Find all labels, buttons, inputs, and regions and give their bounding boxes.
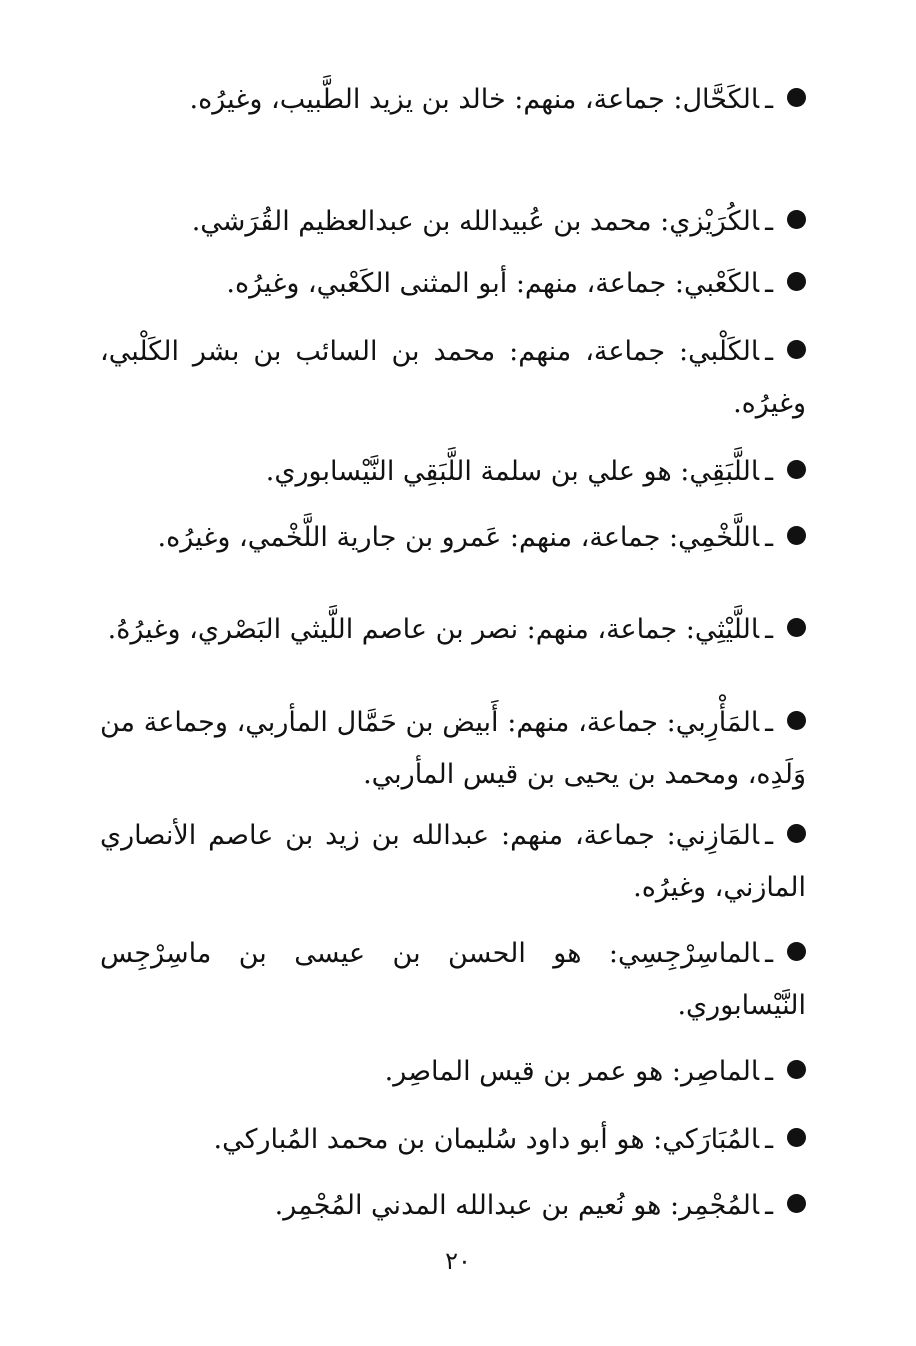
document-page <box>100 0 806 1346</box>
entry-term: اللَّيْثِي <box>694 614 760 645</box>
entry-dash: ـ <box>765 820 773 851</box>
entry-mujmir <box>100 1180 806 1232</box>
entry-term: المَازِني <box>675 820 760 851</box>
entry-text: : جماعة، منهم: أَبيض بن حَمَّال المأربي، وجماعة من وَلَدِه، ومحمد بن يحيى بن قيس المأربي. <box>100 707 806 790</box>
entry-term: الكُرَيْزي <box>669 206 760 237</box>
entry-text: : محمد بن عُبيدالله بن عبدالعظيم القُرَشي. <box>191 206 670 237</box>
bullet-icon <box>787 88 806 107</box>
entry-text: : جماعة، منهم: عَمرو بن جارية اللَّخْمي، وغيرُه. <box>157 522 679 553</box>
bullet-icon <box>787 1128 806 1147</box>
bullet-icon <box>787 1194 806 1213</box>
entry-text: : جماعة، منهم: عبدالله بن زيد بن عاصم الأنصاري المازني، وغيرُه. <box>100 820 806 903</box>
entry-dash: ـ <box>765 84 773 115</box>
entry-term: الماسِرْجِسِي <box>617 938 760 969</box>
entry-text: : جماعة، منهم: خالد بن يزيد الطَّبيب، وغيرُه. <box>189 84 683 115</box>
entry-term: الماصِر <box>680 1056 760 1087</box>
entry-text: : هو أبو داود سُليمان بن محمد المُباركي. <box>213 1124 663 1155</box>
entry-kahhal <box>100 74 806 126</box>
bullet-icon <box>787 942 806 961</box>
entry-dash: ـ <box>765 206 773 237</box>
entry-dash: ـ <box>765 1124 773 1155</box>
entry-text: : هو نُعيم بن عبدالله المدني المُجْمِر. <box>274 1190 680 1221</box>
bullet-icon <box>787 526 806 545</box>
entry-kabi <box>100 258 806 310</box>
page-number: ٢٠ <box>445 1247 471 1275</box>
entry-term: اللَّبَقِي <box>689 456 760 487</box>
entry-dash: ـ <box>765 938 773 969</box>
entry-labaqi <box>100 446 806 498</box>
entry-masirjisi <box>100 928 806 1032</box>
entry-term: الكَعْبي <box>684 268 760 299</box>
entry-term: الكَلْبي <box>688 336 760 367</box>
entry-dash: ـ <box>765 1190 773 1221</box>
entry-mubaraki <box>100 1114 806 1166</box>
entry-dash: ـ <box>765 456 773 487</box>
entry-term: المَأْرِبي <box>675 707 760 738</box>
entry-term: المُبَارَكي <box>662 1124 760 1155</box>
entry-kalbi <box>100 326 806 430</box>
entry-lakhmi <box>100 512 806 564</box>
entry-text: : هو الحسن بن عيسى بن ماسِرْجِس النَّيْسابوري. <box>100 938 806 1021</box>
entry-dash: ـ <box>765 614 773 645</box>
entry-text: : جماعة، منهم: نصر بن عاصم اللَّيثي البَصْري، وغيرُهُ. <box>107 614 695 645</box>
entry-dash: ـ <box>765 522 773 553</box>
bullet-icon <box>787 272 806 291</box>
bullet-icon <box>787 460 806 479</box>
entry-dash: ـ <box>765 336 773 367</box>
bullet-icon <box>787 824 806 843</box>
entry-laythi <box>100 604 806 656</box>
entry-dash: ـ <box>765 268 773 299</box>
entry-masir <box>100 1046 806 1098</box>
entry-term: المُجْمِر <box>679 1190 760 1221</box>
bullet-icon <box>787 618 806 637</box>
bullet-icon <box>787 1060 806 1079</box>
entry-text: : جماعة، منهم: محمد بن السائب بن بشر الكَلْبي، وغيرُه. <box>100 336 806 419</box>
entry-text: : هو علي بن سلمة اللَّبَقِي النَّيْسابوري. <box>265 456 690 487</box>
entry-mazini <box>100 810 806 914</box>
entry-text: : جماعة، منهم: أبو المثنى الكَعْبي، وغيرُه. <box>226 268 685 299</box>
entry-maribi <box>100 697 806 801</box>
entry-kurayzi <box>100 196 806 248</box>
bullet-icon <box>787 340 806 359</box>
entry-text: : هو عمر بن قيس الماصِر. <box>384 1056 681 1087</box>
entry-term: اللَّخْمِي <box>678 522 760 553</box>
entry-dash: ـ <box>765 707 773 738</box>
bullet-icon <box>787 210 806 229</box>
entry-term: الكَحَّال <box>682 84 760 115</box>
bullet-icon <box>787 711 806 730</box>
entry-dash: ـ <box>765 1056 773 1087</box>
